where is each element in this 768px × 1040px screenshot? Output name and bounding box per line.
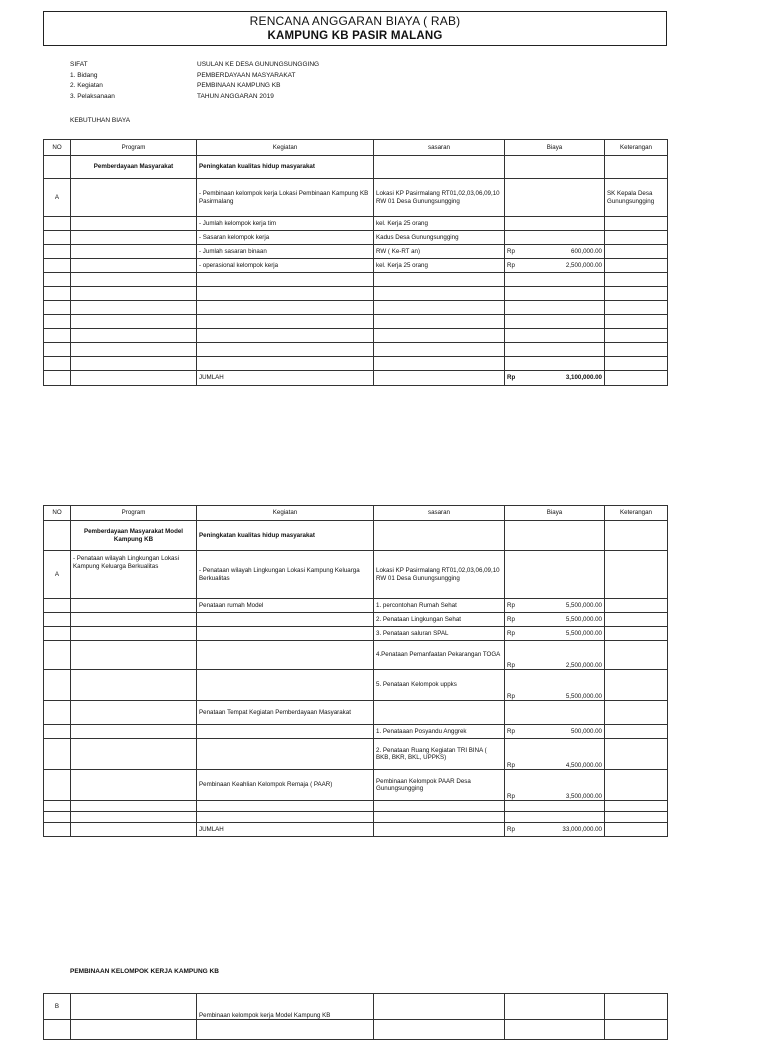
table-cell bbox=[374, 357, 505, 371]
document-info bbox=[70, 60, 319, 102]
col-header-keterangan: Keterangan bbox=[605, 140, 668, 156]
info-key: 1. Bidang bbox=[70, 71, 98, 79]
table-cell bbox=[605, 599, 668, 613]
table-cell bbox=[44, 217, 71, 231]
biaya-cell bbox=[505, 217, 605, 231]
table-cell bbox=[505, 343, 605, 357]
table-cell bbox=[605, 343, 668, 357]
table-cell bbox=[505, 273, 605, 287]
document-subtitle: KAMPUNG KB PASIR MALANG bbox=[267, 30, 443, 42]
info-row bbox=[70, 60, 319, 71]
kegiatan-cell bbox=[197, 725, 374, 739]
biaya-cell bbox=[505, 627, 605, 641]
table-cell bbox=[71, 613, 197, 627]
col-header-kegiatan: Kegiatan bbox=[197, 140, 374, 156]
table-cell bbox=[71, 329, 197, 343]
table-cell bbox=[374, 801, 505, 812]
info-row bbox=[70, 92, 319, 103]
table-cell bbox=[605, 329, 668, 343]
table-cell bbox=[44, 801, 71, 812]
table-cell bbox=[605, 812, 668, 823]
currency-label: Rp bbox=[507, 792, 515, 800]
table-cell bbox=[505, 315, 605, 329]
table-row bbox=[44, 627, 668, 641]
col-header-keterangan: Keterangan bbox=[605, 506, 668, 521]
table-row bbox=[44, 156, 668, 179]
biaya-cell bbox=[505, 641, 605, 670]
table-cell bbox=[605, 301, 668, 315]
kegiatan-cell: - Jumlah sasaran binaan bbox=[197, 245, 374, 259]
target-cell: Lokasi KP Pasirmalang RT01,02,03,06,09,10 RW 01 Desa Gunungsungging bbox=[374, 551, 505, 599]
sasaran-cell: 5. Penataan Kelompok uppks bbox=[374, 670, 505, 701]
table-cell bbox=[505, 521, 605, 551]
table-cell bbox=[44, 231, 71, 245]
currency-label: Rp bbox=[507, 615, 515, 623]
currency-label: Rp bbox=[507, 601, 515, 609]
section-title: PEMBINAAN KELOMPOK KERJA KAMPUNG KB bbox=[70, 968, 219, 975]
kegiatan-cell bbox=[197, 627, 374, 641]
kegiatan-cell bbox=[197, 641, 374, 670]
col-header-biaya: Biaya bbox=[505, 140, 605, 156]
activity-cell: - Pembinaan kelompok kerja Lokasi Pembinaan Kampung KB Pasirmalang bbox=[197, 179, 374, 217]
kegiatan-cell: - Sasaran kelompok kerja bbox=[197, 231, 374, 245]
table-cell bbox=[605, 357, 668, 371]
table-cell bbox=[44, 627, 71, 641]
total-amount bbox=[505, 371, 605, 386]
table-cell bbox=[44, 812, 71, 823]
total-amount bbox=[505, 823, 605, 837]
table-cell bbox=[44, 357, 71, 371]
kegiatan-cell: Pembinaan Keahlian Kelompok Remaja ( PAAR) bbox=[197, 770, 374, 801]
table-cell bbox=[44, 739, 71, 770]
table-cell bbox=[605, 725, 668, 739]
table-cell bbox=[71, 670, 197, 701]
total-row bbox=[44, 371, 668, 386]
program-cell: Pemberdayaan Masyarakat Model Kampung KB bbox=[71, 521, 197, 551]
table-cell bbox=[44, 315, 71, 329]
table-cell bbox=[44, 725, 71, 739]
table-cell bbox=[71, 287, 197, 301]
total-row bbox=[44, 823, 668, 837]
row-number: A bbox=[44, 551, 71, 599]
biaya-cell bbox=[505, 725, 605, 739]
table-cell bbox=[44, 641, 71, 670]
goal-cell: Peningkatan kualitas hidup masyarakat bbox=[197, 521, 374, 551]
table-cell bbox=[71, 245, 197, 259]
table-cell bbox=[197, 287, 374, 301]
goal-cell: Peningkatan kualitas hidup masyarakat bbox=[197, 156, 374, 179]
table-cell bbox=[605, 770, 668, 801]
empty-row bbox=[44, 315, 668, 329]
table-cell bbox=[374, 994, 505, 1020]
info-value: PEMBINAAN KAMPUNG KB bbox=[197, 82, 281, 89]
col-header-kegiatan: Kegiatan bbox=[197, 506, 374, 521]
table-row bbox=[44, 179, 668, 217]
table-row bbox=[44, 521, 668, 551]
currency-label: Rp bbox=[507, 247, 515, 255]
table-cell bbox=[197, 343, 374, 357]
sasaran-cell: kel. Kerja 25 orang bbox=[374, 259, 505, 273]
budget-table-1 bbox=[43, 139, 668, 386]
table-cell bbox=[605, 551, 668, 599]
info-row bbox=[70, 81, 319, 92]
table-cell bbox=[44, 1020, 71, 1040]
biaya-cell bbox=[505, 245, 605, 259]
table-cell bbox=[505, 551, 605, 599]
info-key: SIFAT bbox=[70, 61, 88, 68]
info-value: PEMBERDAYAAN MASYARAKAT bbox=[197, 71, 296, 79]
col-header-no: NO bbox=[44, 140, 71, 156]
sasaran-cell: 2. Penataan Ruang Kegiatan TRI BINA ( BKB, BKR, BKL, UPPKS) bbox=[374, 739, 505, 770]
info-value: USULAN KE DESA GUNUNGSUNGGING bbox=[197, 61, 320, 68]
table-row bbox=[44, 670, 668, 701]
kegiatan-cell bbox=[197, 670, 374, 701]
table-cell bbox=[605, 641, 668, 670]
table-cell bbox=[505, 994, 605, 1020]
info-row bbox=[70, 71, 319, 82]
table-cell bbox=[505, 301, 605, 315]
currency-label: Rp bbox=[507, 261, 515, 269]
table-cell bbox=[71, 823, 197, 837]
table-cell bbox=[374, 343, 505, 357]
biaya-cell bbox=[505, 701, 605, 725]
table-cell bbox=[374, 273, 505, 287]
col-header-biaya: Biaya bbox=[505, 506, 605, 521]
table-cell bbox=[197, 801, 374, 812]
table-cell bbox=[44, 599, 71, 613]
biaya-cell bbox=[505, 231, 605, 245]
table-cell bbox=[197, 315, 374, 329]
table-cell bbox=[44, 329, 71, 343]
table-cell bbox=[197, 273, 374, 287]
table-cell bbox=[505, 156, 605, 179]
table-header-row bbox=[44, 140, 668, 156]
table-cell bbox=[71, 371, 197, 386]
sasaran-cell: 3. Penataan saluran SPAL bbox=[374, 627, 505, 641]
table-cell bbox=[44, 770, 71, 801]
table-cell bbox=[71, 701, 197, 725]
currency-label: Rp bbox=[507, 727, 515, 735]
table-cell bbox=[505, 329, 605, 343]
col-header-program: Program bbox=[71, 506, 197, 521]
table-2-rows bbox=[44, 599, 668, 823]
table-row bbox=[44, 770, 668, 801]
program-detail-cell: - Penataan wilayah Lingkungan Lokasi Kampung Keluarga Berkualitas bbox=[71, 551, 197, 599]
table-cell bbox=[71, 812, 197, 823]
document-title-box bbox=[43, 11, 667, 46]
table-cell bbox=[605, 273, 668, 287]
table-cell bbox=[71, 739, 197, 770]
table-row bbox=[44, 739, 668, 770]
sasaran-cell: 1. percontohan Rumah Sehat bbox=[374, 599, 505, 613]
biaya-value: 5,500,000.00 bbox=[565, 629, 602, 637]
budget-table-2 bbox=[43, 505, 668, 837]
table-cell bbox=[71, 725, 197, 739]
kegiatan-cell: - operasional kelompok kerja bbox=[197, 259, 374, 273]
table-cell bbox=[605, 823, 668, 837]
table-cell bbox=[605, 259, 668, 273]
table-cell bbox=[71, 1020, 197, 1040]
table-cell bbox=[71, 301, 197, 315]
currency-label: Rp bbox=[507, 692, 515, 700]
currency-label: Rp bbox=[507, 761, 515, 769]
table-cell bbox=[44, 701, 71, 725]
program-cell: Pemberdayaan Masyarakat bbox=[71, 156, 197, 179]
note-cell: SK Kepala Desa Gunungsungging bbox=[605, 179, 668, 217]
document-title: RENCANA ANGGARAN BIAYA ( RAB) bbox=[249, 14, 461, 28]
empty-row bbox=[44, 329, 668, 343]
table-cell bbox=[374, 301, 505, 315]
info-key: 3. Pelaksanaan bbox=[70, 92, 115, 100]
sasaran-cell: 2. Penataan Lingkungan Sehat bbox=[374, 613, 505, 627]
table-cell bbox=[71, 259, 197, 273]
biaya-cell bbox=[505, 770, 605, 801]
total-label: JUMLAH bbox=[197, 371, 374, 386]
table-row bbox=[44, 259, 668, 273]
activity-cell: - Penataan wilayah Lingkungan Lokasi Kampung Keluarga Berkualitas bbox=[197, 551, 374, 599]
kegiatan-cell: Penataan rumah Model bbox=[197, 599, 374, 613]
biaya-value: 3,500,000.00 bbox=[565, 792, 602, 800]
biaya-cell bbox=[505, 599, 605, 613]
table-row bbox=[44, 217, 668, 231]
sasaran-cell: Pembinaan Kelompok PAAR Desa Gunungsungging bbox=[374, 770, 505, 801]
table-cell bbox=[71, 357, 197, 371]
table-cell bbox=[505, 801, 605, 812]
table-row bbox=[44, 245, 668, 259]
table-cell bbox=[505, 812, 605, 823]
table-cell bbox=[44, 343, 71, 357]
table-cell bbox=[605, 231, 668, 245]
budget-table-3 bbox=[43, 993, 668, 1040]
row-number: A bbox=[44, 179, 71, 217]
table-row bbox=[44, 641, 668, 670]
table-cell bbox=[197, 329, 374, 343]
table-cell bbox=[374, 156, 505, 179]
table-row bbox=[44, 1020, 668, 1040]
table-cell bbox=[605, 521, 668, 551]
info-value: TAHUN ANGGARAN 2019 bbox=[197, 92, 274, 100]
table-row bbox=[44, 994, 668, 1020]
table-cell bbox=[44, 670, 71, 701]
total-value: 33,000,000.00 bbox=[562, 825, 602, 833]
empty-row bbox=[44, 343, 668, 357]
table-cell bbox=[71, 231, 197, 245]
table-cell bbox=[605, 670, 668, 701]
biaya-value: 2,500,000.00 bbox=[565, 261, 602, 269]
sasaran-cell: kel. Kerja 25 orang bbox=[374, 217, 505, 231]
table-cell bbox=[197, 812, 374, 823]
biaya-cell bbox=[505, 739, 605, 770]
col-header-sasaran: sasaran bbox=[374, 140, 505, 156]
table-cell bbox=[197, 1020, 374, 1040]
table-cell bbox=[44, 521, 71, 551]
info-key: 2. Kegiatan bbox=[70, 82, 103, 89]
table-cell bbox=[374, 812, 505, 823]
biaya-value: 5,500,000.00 bbox=[565, 601, 602, 609]
biaya-value: 500,000.00 bbox=[571, 727, 602, 735]
col-header-sasaran: sasaran bbox=[374, 506, 505, 521]
total-label: JUMLAH bbox=[197, 823, 374, 837]
table-cell bbox=[44, 245, 71, 259]
table-cell bbox=[374, 371, 505, 386]
biaya-value: 2,500,000.00 bbox=[565, 661, 602, 669]
currency-label: Rp bbox=[507, 629, 515, 637]
table-cell bbox=[71, 770, 197, 801]
table-cell bbox=[44, 371, 71, 386]
table-cell bbox=[505, 287, 605, 301]
table-cell bbox=[71, 179, 197, 217]
currency-label: Rp bbox=[507, 825, 515, 833]
kegiatan-cell: - Jumlah kelompok kerja tim bbox=[197, 217, 374, 231]
table-cell bbox=[605, 627, 668, 641]
table-cell bbox=[605, 1020, 668, 1040]
col-header-no: NO bbox=[44, 506, 71, 521]
table-cell bbox=[605, 371, 668, 386]
needs-label: KEBUTUHAN BIAYA bbox=[70, 117, 131, 124]
table-cell bbox=[605, 701, 668, 725]
row-number: B bbox=[44, 994, 71, 1020]
table-cell bbox=[605, 217, 668, 231]
table-cell bbox=[605, 613, 668, 627]
table-row bbox=[44, 551, 668, 599]
biaya-value: 600,000.00 bbox=[571, 247, 602, 255]
table-cell bbox=[71, 217, 197, 231]
sasaran-cell: RW ( Ke-RT an) bbox=[374, 245, 505, 259]
table-cell bbox=[374, 1020, 505, 1040]
table-row bbox=[44, 231, 668, 245]
table-cell bbox=[71, 315, 197, 329]
table-cell bbox=[197, 357, 374, 371]
table-cell bbox=[605, 156, 668, 179]
table-cell bbox=[71, 627, 197, 641]
table-cell bbox=[374, 287, 505, 301]
currency-label: Rp bbox=[507, 374, 516, 382]
empty-row bbox=[44, 273, 668, 287]
table-cell bbox=[44, 613, 71, 627]
table-cell bbox=[374, 521, 505, 551]
table-row bbox=[44, 725, 668, 739]
table-cell bbox=[374, 329, 505, 343]
table-1-rows bbox=[44, 217, 668, 371]
biaya-cell bbox=[505, 613, 605, 627]
table-cell bbox=[71, 273, 197, 287]
currency-label: Rp bbox=[507, 661, 515, 669]
sasaran-cell: 4.Penataan Pemanfaatan Pekarangan TOGA bbox=[374, 641, 505, 670]
table-row bbox=[44, 613, 668, 627]
table-cell bbox=[505, 179, 605, 217]
table-cell bbox=[44, 273, 71, 287]
empty-row bbox=[44, 812, 668, 823]
sasaran-cell bbox=[374, 701, 505, 725]
table-cell bbox=[44, 259, 71, 273]
table-cell bbox=[374, 823, 505, 837]
table-cell bbox=[605, 287, 668, 301]
kegiatan-cell: Penataan Tempat Kegiatan Pemberdayaan Masyarakat bbox=[197, 701, 374, 725]
table-cell bbox=[374, 315, 505, 329]
biaya-value: 5,500,000.00 bbox=[565, 692, 602, 700]
activity-cell: Pembinaan kelompok kerja Model Kampung KB bbox=[197, 994, 374, 1020]
table-cell bbox=[505, 1020, 605, 1040]
table-cell bbox=[44, 287, 71, 301]
table-cell bbox=[71, 343, 197, 357]
table-cell bbox=[605, 315, 668, 329]
biaya-cell bbox=[505, 670, 605, 701]
total-value: 3,100,000.00 bbox=[565, 374, 602, 382]
table-cell bbox=[44, 301, 71, 315]
table-cell bbox=[71, 641, 197, 670]
table-cell bbox=[197, 301, 374, 315]
table-cell bbox=[605, 245, 668, 259]
table-header-row bbox=[44, 506, 668, 521]
kegiatan-cell bbox=[197, 613, 374, 627]
kegiatan-cell bbox=[197, 739, 374, 770]
table-cell bbox=[71, 801, 197, 812]
biaya-value: 4,500,000.00 bbox=[565, 761, 602, 769]
sasaran-cell: Kadus Desa Gunungsungging bbox=[374, 231, 505, 245]
empty-row bbox=[44, 357, 668, 371]
table-cell bbox=[44, 156, 71, 179]
table-cell bbox=[71, 599, 197, 613]
biaya-cell bbox=[505, 259, 605, 273]
sasaran-cell: 1. Penataaan Posyandu Anggrek bbox=[374, 725, 505, 739]
table-row bbox=[44, 599, 668, 613]
empty-row bbox=[44, 301, 668, 315]
empty-row bbox=[44, 287, 668, 301]
table-cell bbox=[605, 739, 668, 770]
table-cell bbox=[44, 823, 71, 837]
table-cell bbox=[505, 357, 605, 371]
biaya-value: 5,500,000.00 bbox=[565, 615, 602, 623]
target-cell: Lokasi KP Pasirmalang RT01,02,03,06,09,10 RW 01 Desa Gunungsungging bbox=[374, 179, 505, 217]
table-row bbox=[44, 701, 668, 725]
table-cell bbox=[605, 801, 668, 812]
empty-row bbox=[44, 801, 668, 812]
table-cell bbox=[71, 994, 197, 1020]
table-cell bbox=[605, 994, 668, 1020]
col-header-program: Program bbox=[71, 140, 197, 156]
